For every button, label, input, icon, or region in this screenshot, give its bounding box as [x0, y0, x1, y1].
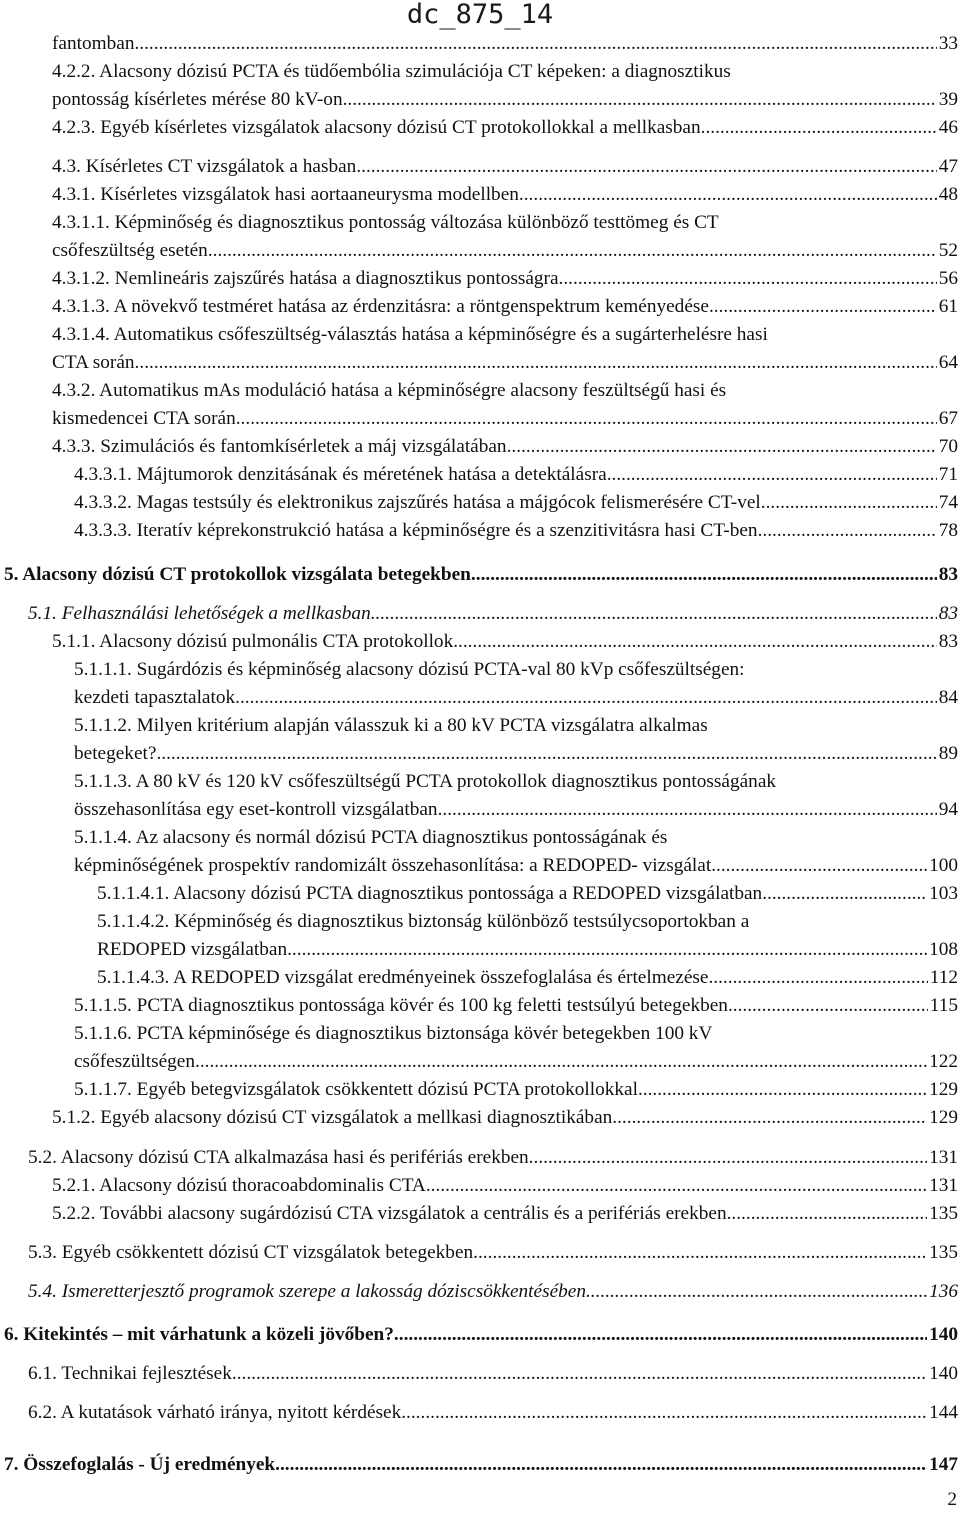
toc-entry-title: 5.1.1.7. Egyéb betegvizsgálatok csökkentett dózisú PCTA protokollokkal: [74, 1079, 638, 1100]
dot-leader: [235, 684, 937, 712]
dot-leader: [638, 1076, 927, 1104]
toc-entry-title-line: 5.1.1.1. Sugárdózis és képminőség alacsony dózisú PCTA-val 80 kVp csőfeszültségen:: [74, 659, 745, 680]
toc-page-number: 83: [938, 603, 958, 624]
toc-entry-title: 5.1.2. Egyéb alacsony dózisú CT vizsgálatok a mellkasi diagnosztikában: [52, 1107, 613, 1128]
toc-page-number: 71: [938, 464, 958, 485]
toc-page-number: 147: [929, 1454, 958, 1475]
toc-entry[interactable]: [28, 1144, 958, 1172]
toc-entry-title: csőfeszültség esetén: [52, 239, 208, 261]
toc-entry[interactable]: [28, 1360, 958, 1388]
dot-leader: [762, 880, 927, 908]
toc-entry[interactable]: [28, 1278, 958, 1306]
dot-leader: [612, 1104, 927, 1132]
toc-entry[interactable]: [74, 489, 958, 517]
dot-leader: [426, 1172, 927, 1200]
toc-page-number: 78: [938, 520, 958, 541]
toc-page-number: 129: [929, 1107, 958, 1128]
toc-page-number: 83: [938, 564, 958, 585]
toc-entry[interactable]: [52, 114, 958, 142]
toc-entry-title: 5.1. Felhasználási lehetőségek a mellkasban: [28, 603, 371, 624]
toc-entry-title: 5.1.1. Alacsony dózisú pulmonális CTA protokollok: [52, 631, 454, 652]
toc-page-number: 83: [938, 631, 958, 652]
dot-leader: [156, 740, 936, 768]
toc-page-number: 47: [938, 156, 958, 177]
toc-entry-title: 7. Összefoglalás - Új eredmények: [4, 1454, 276, 1475]
toc-page-number: 33: [938, 33, 958, 54]
toc-entry[interactable]: [97, 964, 958, 992]
toc-entry[interactable]: [52, 58, 958, 114]
toc-entry-title-line: 5.1.1.4.2. Képminőség és diagnosztikus biztonság különböző testsúlycsoportokban a: [97, 911, 750, 932]
dot-leader: [236, 405, 937, 433]
toc-page-number: 136: [929, 1281, 958, 1302]
toc-entry-title: 6. Kitekintés – mit várhatunk a közeli jövőben?: [4, 1324, 394, 1345]
dot-leader: [708, 964, 927, 992]
dot-leader: [473, 1239, 927, 1267]
toc-entry-title: 4.3.3.1. Májtumorok denzitásának és méretének hatása a detektálásra: [74, 464, 607, 485]
toc-entry[interactable]: [52, 209, 958, 265]
toc-entry-title-line: 5.1.1.6. PCTA képminősége és diagnosztikus biztonsága kövér betegekben 100 kV: [74, 1023, 713, 1044]
dot-leader: [275, 1451, 927, 1479]
toc-page-number: 70: [938, 436, 958, 457]
toc-page-number: 61: [938, 296, 958, 317]
toc-entry-title: összehasonlítása egy eset-kontroll vizsgálatban: [74, 798, 438, 820]
toc-page-number: 74: [938, 492, 958, 513]
dot-leader: [507, 433, 937, 461]
toc-entry[interactable]: [74, 656, 958, 712]
toc-entry[interactable]: [74, 768, 958, 824]
toc-page-number: 140: [929, 1324, 958, 1345]
toc-page-number: 112: [929, 967, 958, 988]
toc-entry[interactable]: [52, 377, 958, 433]
toc-page-number: 140: [929, 1363, 958, 1384]
toc-entry-title-line: 5.1.1.3. A 80 kV és 120 kV csőfeszültségű PCTA protokollok diagnosztikus pontosságának: [74, 771, 777, 792]
toc-page-number: 103: [929, 883, 958, 904]
toc-page-number: 52: [938, 239, 958, 261]
toc-page-number: 64: [938, 351, 958, 373]
toc-page-number: 100: [929, 854, 958, 876]
toc-entry[interactable]: [28, 600, 958, 628]
toc-entry-title: kezdeti tapasztalatok: [74, 686, 236, 708]
dot-leader: [394, 1321, 927, 1349]
toc-entry[interactable]: [52, 30, 958, 58]
dot-leader: [343, 86, 937, 114]
toc-entry-title: kismedencei CTA során: [52, 407, 236, 429]
toc-entry-title: 4.3.1. Kísérletes vizsgálatok hasi aortaaneurysma modellben: [52, 184, 519, 205]
toc-entry-title: 4.3.1.2. Nemlineáris zajszűrés hatása a diagnosztikus pontosságra: [52, 268, 559, 289]
toc-entry-title: 4.3.3.2. Magas testsúly és elektronikus zajszűrés hatása a májgócok felismerésére CT-vel: [74, 492, 761, 513]
toc-entry-title: csőfeszültségen: [74, 1050, 195, 1072]
toc-entry[interactable]: [52, 433, 958, 461]
toc-entry-title: 4.3.1.3. A növekvő testméret hatása az érdenzitásra: a röntgenspektrum keményedése: [52, 296, 709, 317]
toc-entry-title: 5. Alacsony dózisú CT protokollok vizsgálata betegekben: [4, 564, 471, 585]
toc-entry[interactable]: [52, 1200, 958, 1228]
toc-entry-title-line: 4.3.1.4. Automatikus csőfeszültség-választás hatása a képminőségre és a sugárterhelésre hasi: [52, 324, 768, 345]
dot-leader: [208, 237, 937, 265]
toc-entry[interactable]: [74, 517, 958, 545]
toc-page-number: 129: [929, 1079, 958, 1100]
dot-leader: [401, 1399, 927, 1427]
toc-entry[interactable]: [52, 153, 958, 181]
toc-entry[interactable]: [52, 628, 958, 656]
toc-entry-title-line: 4.3.2. Automatikus mAs moduláció hatása a képminőségre alacsony feszültségű hasi és: [52, 380, 727, 401]
dot-leader: [438, 796, 937, 824]
toc-entry-title: 5.3. Egyéb csökkentett dózisú CT vizsgálatok betegekben: [28, 1242, 474, 1263]
toc-entry-title: 4.2.3. Egyéb kísérletes vizsgálatok alacsony dózisú CT protokollokkal a mellkasban: [52, 117, 701, 138]
dot-leader: [232, 1360, 927, 1388]
toc-entry[interactable]: [52, 293, 958, 321]
toc-entry-title: 5.2.1. Alacsony dózisú thoracoabdominalis CTA: [52, 1175, 426, 1196]
toc-page-number: 39: [938, 88, 958, 110]
toc-entry-title: REDOPED vizsgálatban: [97, 938, 288, 960]
toc-entry-title: 4.3.3.3. Iteratív képrekonstrukció hatása a képminőségre és a szenzitivitásra hasi CT-ben: [74, 520, 758, 541]
toc-entry-title: 5.1.1.4.3. A REDOPED vizsgálat eredményeinek összefoglalása és értelmezése: [97, 967, 709, 988]
dot-leader: [356, 153, 936, 181]
toc-page-number: 94: [938, 798, 958, 820]
dot-leader: [195, 1048, 927, 1076]
toc-entry-title: 6.2. A kutatások várható iránya, nyitott kérdések: [28, 1402, 402, 1423]
dot-leader: [529, 1144, 927, 1172]
dot-leader: [607, 461, 937, 489]
toc-entry-title: betegeket?: [74, 742, 157, 764]
toc-entry-title: 6.1. Technikai fejlesztések: [28, 1363, 232, 1384]
toc-entry[interactable]: [74, 992, 958, 1020]
toc-entry-title-line: 5.1.1.4. Az alacsony és normál dózisú PCTA diagnosztikus pontosságának és: [74, 827, 668, 848]
toc-entry[interactable]: [97, 908, 958, 964]
toc-entry-title: 4.3. Kísérletes CT vizsgálatok a hasban: [52, 156, 357, 177]
page-number: 2: [947, 1489, 957, 1510]
dot-leader: [586, 1278, 927, 1306]
toc-entry[interactable]: [74, 824, 958, 880]
dot-leader: [728, 992, 928, 1020]
toc-entry[interactable]: [52, 321, 958, 377]
toc-entry-title-line: 4.2.2. Alacsony dózisú PCTA és tüdőembólia szimulációja CT képeken: a diagnosztikus: [52, 61, 731, 82]
dot-leader: [758, 517, 937, 545]
dot-leader: [519, 181, 937, 209]
toc-page-number: 67: [938, 407, 958, 429]
toc-page-number: 108: [929, 938, 958, 960]
toc-entry-title-line: 4.3.1.1. Képminőség és diagnosztikus pontosság változása különböző testtömeg és CT: [52, 212, 719, 233]
toc-page-number: 56: [938, 268, 958, 289]
toc-page-number: 131: [929, 1147, 958, 1168]
toc-page-number: 46: [938, 117, 958, 138]
document-header-id: dc_875_14: [406, 0, 554, 30]
toc-entry[interactable]: [74, 1020, 958, 1076]
toc-entry-title-line: 5.1.1.2. Milyen kritérium alapján válasszuk ki a 80 kV PCTA vizsgálatra alkalmas: [74, 715, 708, 736]
toc-page-number: 89: [938, 742, 958, 764]
toc-entry-title: pontosság kísérletes mérése 80 kV-on: [52, 88, 343, 110]
toc-entry-title: 5.1.1.4.1. Alacsony dózisú PCTA diagnosztikus pontossága a REDOPED vizsgálatban: [97, 883, 763, 904]
toc-page-number: 84: [938, 686, 958, 708]
toc-entry-title: 4.3.3. Szimulációs és fantomkísérletek a máj vizsgálatában: [52, 436, 507, 457]
toc-entry[interactable]: [52, 1172, 958, 1200]
toc-entry[interactable]: [97, 880, 958, 908]
toc-entry[interactable]: [52, 265, 958, 293]
toc-entry[interactable]: [52, 181, 958, 209]
toc-entry[interactable]: [28, 1239, 958, 1267]
toc-page-number: 131: [929, 1175, 958, 1196]
toc-page-number: 48: [938, 184, 958, 205]
toc-entry[interactable]: [4, 561, 958, 589]
dot-leader: [727, 1200, 927, 1228]
toc-entry-title: 5.4. Ismeretterjesztő programok szerepe a lakosság dóziscsökkentésében: [28, 1281, 586, 1302]
toc-entry[interactable]: [74, 1076, 958, 1104]
toc-entry-title: CTA során: [52, 351, 135, 373]
toc-page-number: 122: [929, 1050, 958, 1072]
toc-entry-title: fantomban: [52, 33, 135, 54]
toc-entry[interactable]: [4, 1321, 958, 1349]
dot-leader: [135, 349, 937, 377]
dot-leader: [134, 30, 936, 58]
toc-page-number: 135: [929, 1203, 958, 1224]
dot-leader: [701, 114, 937, 142]
dot-leader: [471, 561, 937, 589]
dot-leader: [761, 489, 937, 517]
dot-leader: [371, 600, 937, 628]
dot-leader: [559, 265, 937, 293]
toc-entry-title: képminőségének prospektív randomizált összehasonlítása: a REDOPED- vizsgálat: [74, 854, 712, 876]
toc-entry[interactable]: [28, 1399, 958, 1427]
toc-entry[interactable]: [52, 1104, 958, 1132]
toc-entry-title: 5.2.2. További alacsony sugárdózisú CTA vizsgálatok a centrális és a perifériás erekben: [52, 1203, 727, 1224]
dot-leader: [711, 852, 927, 880]
dot-leader: [453, 628, 937, 656]
toc-entry-title: 5.2. Alacsony dózisú CTA alkalmazása hasi és perifériás erekben: [28, 1147, 529, 1168]
toc-page-number: 144: [929, 1402, 958, 1423]
dot-leader: [709, 293, 937, 321]
toc-entry[interactable]: [74, 461, 958, 489]
dot-leader: [287, 936, 927, 964]
toc-entry[interactable]: [74, 712, 958, 768]
toc-entry[interactable]: [4, 1451, 958, 1479]
toc-page-number: 115: [929, 995, 958, 1016]
toc-page-number: 135: [929, 1242, 958, 1263]
toc-entry-title: 5.1.1.5. PCTA diagnosztikus pontossága kövér és 100 kg feletti testsúlyú betegekben: [74, 995, 728, 1016]
